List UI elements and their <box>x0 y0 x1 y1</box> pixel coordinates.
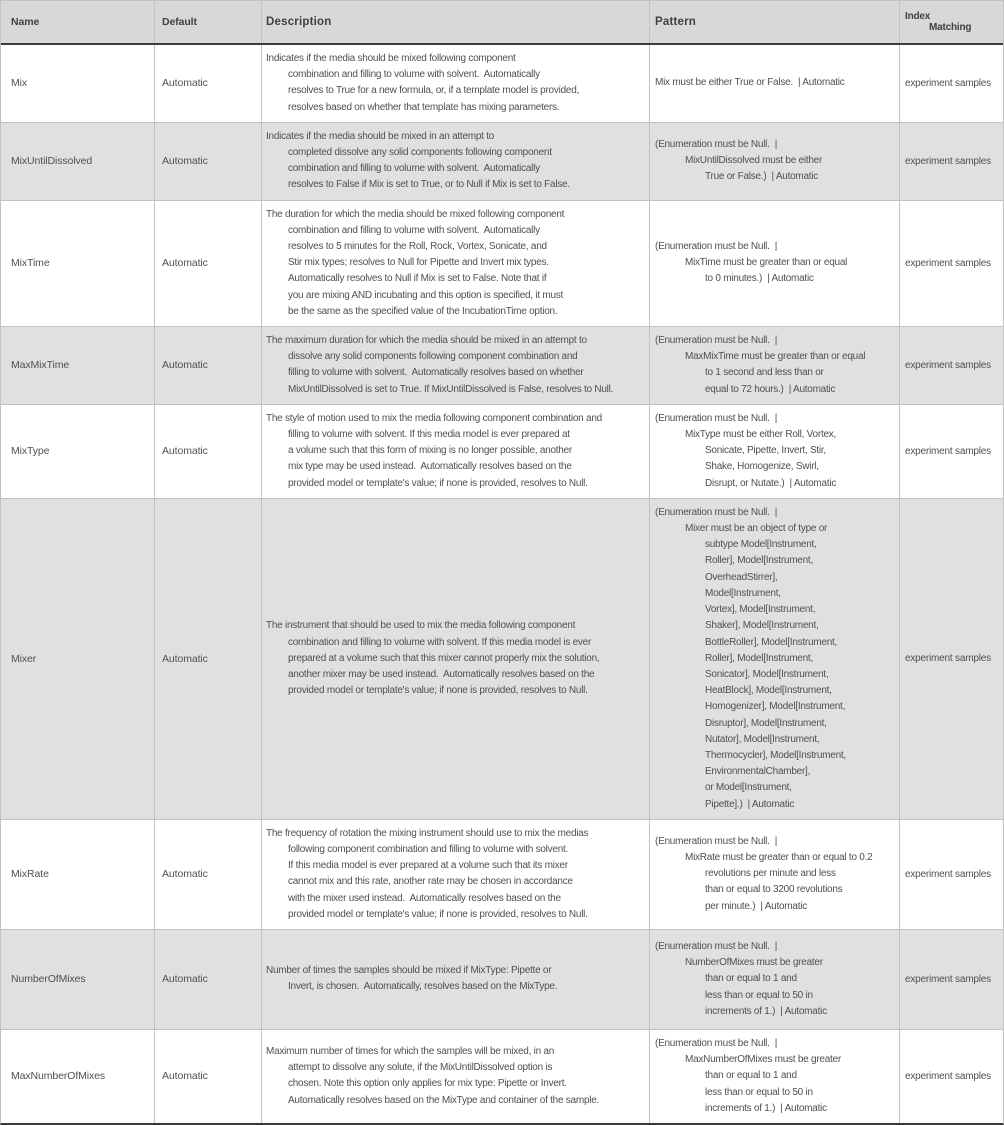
cell-index: experiment samples <box>905 445 991 457</box>
column-header-label: Index <box>905 11 931 22</box>
cell-description <box>262 327 650 404</box>
column-header-default <box>155 1 262 43</box>
cell-pattern <box>650 405 900 498</box>
text-line: another mixer may be used instead. Automatically resolves based on the <box>288 668 595 680</box>
column-header-label: Pattern <box>655 16 697 28</box>
text-line: provided model or template's value; if none is provided, resolves to Null. <box>288 477 588 489</box>
text-line: Automatically resolves to Null if Mix is set to False. Note that if <box>288 273 547 285</box>
text-line: MixTime must be greater than or equal <box>685 257 848 269</box>
text-line: Mix must be either True or False. | Automatic <box>655 77 845 89</box>
text-line: less than or equal to 50 in <box>705 1086 813 1098</box>
text-line: Maximum number of times for which the samples will be mixed, in an <box>266 1046 555 1058</box>
column-header-label: Name <box>11 16 40 28</box>
text-line: less than or equal to 50 in <box>705 989 813 1001</box>
text-line: completed dissolve any solid components following component <box>288 147 552 159</box>
table-body <box>1 45 1003 1123</box>
cell-name: MixRate <box>1 820 155 929</box>
text-line: combination and filling to volume with solvent. Automatically <box>288 163 540 175</box>
text-line: Sonicator], Model[Instrument, <box>705 668 829 680</box>
cell-default: Automatic <box>155 930 262 1029</box>
cell-pattern <box>650 1030 900 1123</box>
text-line: (Enumeration must be Null. | <box>655 940 778 952</box>
text-line: per minute.) | Automatic <box>705 900 807 912</box>
cell-default: Automatic <box>155 499 262 819</box>
text-line: MixUntilDissolved is set to True. If MixUntilDissolved is False, resolves to Null. <box>288 383 614 395</box>
text-line: MixUntilDissolved must be either <box>685 155 823 167</box>
text-line: Automatically resolves based on the MixType and container of the sample. <box>288 1094 600 1106</box>
text-line: revolutions per minute and less <box>705 868 836 880</box>
text-line: (Enumeration must be Null. | <box>655 506 778 518</box>
cell-description <box>262 123 650 200</box>
text-line: Sonicate, Pipette, Invert, Stir, <box>705 445 826 457</box>
cell-index: experiment samples <box>905 155 991 167</box>
text-line: True or False.) | Automatic <box>705 171 819 183</box>
text-line: Pipette].) | Automatic <box>705 798 795 810</box>
text-line: BottleRoller], Model[Instrument, <box>705 636 838 648</box>
cell-description <box>262 1030 650 1123</box>
text-line: be the same as the specified value of the IncubationTime option. <box>288 305 558 317</box>
text-line: with the mixer used instead. Automatically resolves based on the <box>288 892 561 904</box>
cell-default: Automatic <box>155 45 262 122</box>
text-line: dissolve any solid components following component combination and <box>288 351 578 363</box>
column-header-pattern <box>650 1 900 43</box>
table-row <box>1 405 1003 499</box>
text-line: resolves to True for a new formula, or, if a template model is provided, <box>288 85 580 97</box>
text-line: resolves based on whether that template has mixing parameters. <box>288 101 560 113</box>
cell-index: experiment samples <box>905 653 991 665</box>
cell-description <box>262 930 650 1029</box>
cell-name: MixUntilDissolved <box>1 123 155 200</box>
text-line: increments of 1.) | Automatic <box>705 1005 827 1017</box>
cell-default: Automatic <box>155 123 262 200</box>
text-line: The style of motion used to mix the media following component combination and <box>266 412 602 424</box>
text-line: Mixer must be an object of type or <box>685 523 828 535</box>
text-line: Thermocycler], Model[Instrument, <box>705 749 846 761</box>
table-row <box>1 201 1003 327</box>
text-line: Vortex], Model[Instrument, <box>705 604 816 616</box>
table-row <box>1 820 1003 930</box>
text-line: than or equal to 1 and <box>705 973 797 985</box>
text-line: mix type may be used instead. Automatically resolves based on the <box>288 461 572 473</box>
text-line: EnvironmentalChamber], <box>705 766 811 778</box>
text-line: (Enumeration must be Null. | <box>655 412 778 424</box>
cell-name: MixTime <box>1 201 155 326</box>
text-line: Model[Instrument, <box>705 587 781 599</box>
cell-name: MaxNumberOfMixes <box>1 1030 155 1123</box>
text-line: (Enumeration must be Null. | <box>655 138 778 150</box>
text-line: equal to 72 hours.) | Automatic <box>705 383 836 395</box>
text-line: cannot mix and this rate, another rate may be chosen in accordance <box>288 876 573 888</box>
text-line: Disrupt, or Nutate.) | Automatic <box>705 477 837 489</box>
text-line: (Enumeration must be Null. | <box>655 835 778 847</box>
cell-name: MaxMixTime <box>1 327 155 404</box>
text-line: attempt to dissolve any solute, if the MixUntilDissolved option is <box>288 1062 553 1074</box>
text-line: If this media model is ever prepared at a volume such that its mixer <box>288 860 568 872</box>
cell-default: Automatic <box>155 1030 262 1123</box>
text-line: than or equal to 1 and <box>705 1070 797 1082</box>
text-line: Number of times the samples should be mixed if MixType: Pipette or <box>266 965 552 977</box>
text-line: increments of 1.) | Automatic <box>705 1102 827 1114</box>
cell-default: Automatic <box>155 327 262 404</box>
text-line: MaxMixTime must be greater than or equal <box>685 351 866 363</box>
cell-index: experiment samples <box>905 868 991 880</box>
cell-pattern <box>650 45 900 122</box>
text-line: subtype Model[Instrument, <box>705 539 817 551</box>
cell-index: experiment samples <box>905 359 991 371</box>
table-row <box>1 930 1003 1030</box>
cell-description <box>262 405 650 498</box>
text-line: to 1 second and less than or <box>705 367 824 379</box>
cell-pattern <box>650 930 900 1029</box>
cell-pattern <box>650 499 900 819</box>
text-line: combination and filling to volume with solvent. Automatically <box>288 224 540 236</box>
table-row <box>1 327 1003 405</box>
cell-description <box>262 45 650 122</box>
text-line: (Enumeration must be Null. | <box>655 335 778 347</box>
text-line: Indicates if the media should be mixed in an attempt to <box>266 130 495 142</box>
text-line: provided model or template's value; if none is provided, resolves to Null. <box>288 685 588 697</box>
text-line: HeatBlock], Model[Instrument, <box>705 685 832 697</box>
text-line: Shake, Homogenize, Swirl, <box>705 461 819 473</box>
cell-pattern <box>650 123 900 200</box>
text-line: following component combination and filling to volume with solvent. <box>288 843 569 855</box>
cell-default: Automatic <box>155 201 262 326</box>
text-line: prepared at a volume such that this mixer cannot properly mix the solution, <box>288 652 600 664</box>
table-row <box>1 123 1003 201</box>
column-header-label: Matching <box>929 22 972 33</box>
text-line: chosen. Note this option only applies for mix type: Pipette or Invert. <box>288 1078 567 1090</box>
cell-pattern <box>650 201 900 326</box>
text-line: or Model[Instrument, <box>705 782 792 794</box>
text-line: MaxNumberOfMixes must be greater <box>685 1054 841 1066</box>
text-line: resolves to False if Mix is set to True, or to Null if Mix is set to False. <box>288 179 570 191</box>
column-header-label: Default <box>162 16 197 28</box>
text-line: filling to volume with solvent. Automatically resolves based on whether <box>288 367 584 379</box>
text-line: Homogenizer], Model[Instrument, <box>705 701 846 713</box>
text-line: Roller], Model[Instrument, <box>705 555 813 567</box>
text-line: you are mixing AND incubating and this option is specified, it must <box>288 289 564 301</box>
cell-name: Mix <box>1 45 155 122</box>
text-line: provided model or template's value; if none is provided, resolves to Null. <box>288 908 588 920</box>
cell-index: experiment samples <box>905 77 991 89</box>
cell-description <box>262 201 650 326</box>
text-line: combination and filling to volume with solvent. If this media model is ever <box>288 636 592 648</box>
text-line: Nutator], Model[Instrument, <box>705 733 820 745</box>
text-line: Shaker], Model[Instrument, <box>705 620 819 632</box>
cell-index: experiment samples <box>905 973 991 985</box>
cell-description <box>262 820 650 929</box>
column-header-name <box>1 1 155 43</box>
cell-default: Automatic <box>155 405 262 498</box>
text-line: The duration for which the media should be mixed following component <box>266 208 565 220</box>
text-line: MixRate must be greater than or equal to 0.2 <box>685 852 873 864</box>
text-line: The frequency of rotation the mixing instrument should use to mix the medias <box>266 827 589 839</box>
table-row <box>1 499 1003 820</box>
text-line: Disruptor], Model[Instrument, <box>705 717 827 729</box>
cell-pattern <box>650 820 900 929</box>
text-line: to 0 minutes.) | Automatic <box>705 273 814 285</box>
text-line: Roller], Model[Instrument, <box>705 652 813 664</box>
text-line: (Enumeration must be Null. | <box>655 1037 778 1049</box>
cell-name: MixType <box>1 405 155 498</box>
text-line: Invert, is chosen. Automatically, resolves based on the MixType. <box>288 981 558 993</box>
table-row <box>1 45 1003 123</box>
table-row <box>1 1030 1003 1123</box>
text-line: than or equal to 3200 revolutions <box>705 884 843 896</box>
text-line: The maximum duration for which the media should be mixed in an attempt to <box>266 335 587 347</box>
text-line: Indicates if the media should be mixed following component <box>266 53 516 64</box>
cell-default: Automatic <box>155 820 262 929</box>
column-header-label: Description <box>266 16 332 28</box>
text-line: combination and filling to volume with solvent. Automatically <box>288 69 540 81</box>
cell-name: Mixer <box>1 499 155 819</box>
text-line: a volume such that this form of mixing is no longer possible, another <box>288 445 573 457</box>
text-line: filling to volume with solvent. If this media model is ever prepared at <box>288 429 570 441</box>
column-header-description <box>262 1 650 43</box>
cell-index: experiment samples <box>905 257 991 269</box>
cell-pattern <box>650 327 900 404</box>
cell-index: experiment samples <box>905 1070 991 1082</box>
cell-name: NumberOfMixes <box>1 930 155 1029</box>
text-line: The instrument that should be used to mix the media following component <box>266 620 576 632</box>
cell-description <box>262 499 650 819</box>
text-line: resolves to 5 minutes for the Roll, Rock, Vortex, Sonicate, and <box>288 241 547 253</box>
text-line: Stir mix types; resolves to Null for Pipette and Invert mix types. <box>288 257 549 269</box>
table-header-row <box>1 1 1003 45</box>
text-line: (Enumeration must be Null. | <box>655 241 778 253</box>
column-header-index-matching <box>900 1 1003 43</box>
text-line: OverheadStirrer], <box>705 571 778 583</box>
text-line: NumberOfMixes must be greater <box>685 957 823 969</box>
text-line: MixType must be either Roll, Vortex, <box>685 429 837 441</box>
